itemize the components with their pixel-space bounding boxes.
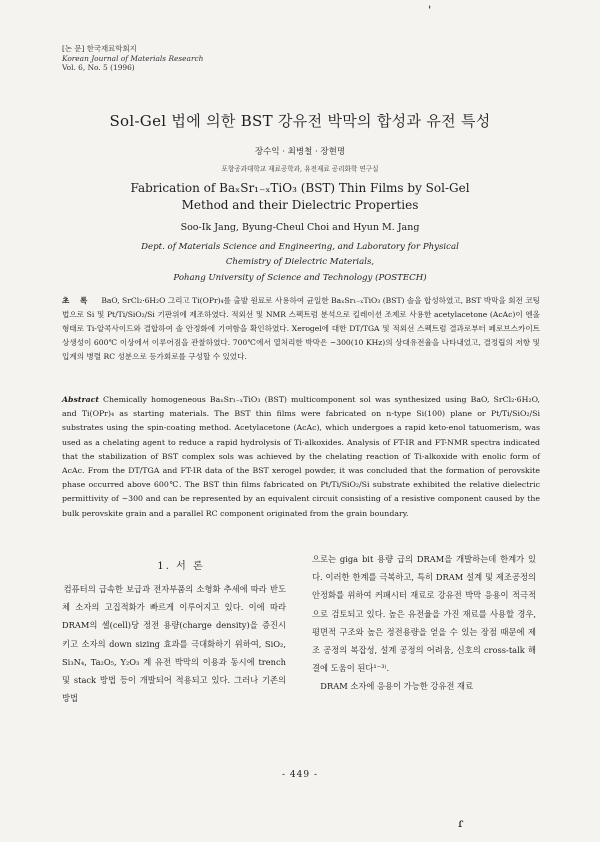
journal-header [62, 44, 203, 73]
abstract-english [62, 393, 540, 521]
abstract-korean-text: BaO, SrCl₂·6H₂O 그리고 Ti(OPr)₄를 출발 원료로 사용하여 균일한 BaₓSr₁₋ₓTiO₃ (BST) 솔을 합성하였고, BST 박막을 회전 코팅 법으로 Si 및 Pt/Ti/SiO₂/Si 기판위에 제조하였다. 적외선 및 NMR 스펙트럼 분석으로 킬레이션 조제로 사용한 acetylacetone (AcAc)이 엔올 형태로 Ti-알콕사이드와 결합하여 솔 안정화에 기여함을 확인하였다. Xerogel에 대한 DT/TGA 및 적외선 스펙트럼 결과로부터 페로브스카이트 상생성이 600℃ 이상에서 이루어짐을 관찰하였다. 700℃에서 열처리한 박막은 ~300(10 KHz)의 상대유전율을 나타내었고, 결정립의 저항 및 입계의 병렬 RC 성분으로 등가회로를 구성할 수 있었다. [62, 296, 540, 362]
affiliation-english [0, 240, 600, 286]
journal-name: Korean Journal of Materials Research [62, 53, 204, 63]
authors-english: Soo-Ik Jang, Byung-Cheul Choi and Hyun M. Jang [180, 222, 420, 233]
affiliation-korean: 포항공과대학교 재료공학과, 유전재료 공리화학 연구실 [221, 165, 379, 173]
affiliation-english-line1: Dept. of Materials Science and Engineering, and Laboratory for Physical [141, 242, 459, 252]
body-right-paragraph-1: 으로는 giga bit 용량 급의 DRAM을 개발하는데 한계가 있다. 이러한 한계를 극복하고, 특히 DRAM 설계 및 제조공정의 안정화를 위하여 커패시터 재료로 강유전 박막 응용이 적극적으로 검토되고 있다. 높은 유전율을 가진 재료를 사용할 경우, 평면적 구조와 높은 정전용량을 얻을 수 있는 장점 때문에 제조 공정의 복잡성, 설계 공정의 어려움, 신호의 cross-talk 해결에 도움이 된다¹⁻³⁾. [312, 554, 536, 674]
scan-mark-bottom: ɾ [458, 816, 464, 830]
affiliation-english-line3: Pohang University of Science and Technology (POSTECH) [173, 272, 427, 283]
abstract-english-text: Chemically homogeneous BaₓSr₁₋ₓTiO₃ (BST) multicomponent sol was synthesized using BaO, SrCl₂·6H₂O, and Ti(OPr)₄ as starting materials. The BST thin films were fabricated on n-type Si(100) plane or Pt/Ti/SiO₂/Si substrates using the spin-coating method. Acetylacetone (AcAc), which undergoes a rapid keto-enol tatuomerism, was used as a chelating agent to reduce a rapid hydrolysis of Ti-alkoxides. Analysis of FT-IR and FT-NMR spectra indicated that the stabilization of BST complex sols was achieved by the chelating reaction of Ti-alkoxide with enolic form of AcAc. From the DT/TGA and FT-IR data of the BST xerogel powder, it was concluded that the formation of perovskite phase occurred above 600℃. The BST thin films fabricated on Pt/Ti/SiO₂/Si substrate exhibited the relative dielectric permittivity of ~300 and can be represented by an equivalent circuit consisting of a resistive component caused by the bulk perovskite grain and a parallel RC component originated from the grain boundary. [62, 395, 540, 518]
journal-volume: Vol. 6, No. 5 (1996) [62, 63, 135, 73]
abstract-english-label: Abstract [62, 395, 100, 404]
body-column-left: 컴퓨터의 급속한 보급과 전자부품의 소형화 추세에 따라 반도체 소자의 고집적화가 빠르게 이루어지고 있다. 이에 따라 DRAM의 셀(cell)당 정전 용량(charge density)을 증진시키고 소자의 down sizing 효과를 극대화하기 위하여, SiO₂, Si₃N₄, Ta₂O₅, Y₂O₃ 계 유전 박막의 이용과 동시에 trench 및 stack 방법 등이 개발되어 적용되고 있다. 그러나 기존의 방법 [62, 584, 286, 704]
journal-section-label: [논 문] 한국재료학회지 [62, 44, 137, 53]
abstract-korean [62, 294, 540, 364]
affiliation-english-line2: Chemistry of Dielectric Materials, [225, 257, 375, 268]
page-number: - 449 - [282, 770, 318, 780]
authors-korean: 장수익 · 최병철 · 장현명 [254, 147, 346, 157]
body-column-right [312, 550, 536, 696]
title-english-line1: Fabrication of BaₓSr₁₋ₓTiO₃ (BST) Thin Films by Sol-Gel [130, 181, 470, 195]
paper-title-english [0, 180, 600, 213]
body-right-paragraph-2: DRAM 소자에 응용이 가능한 강유전 재료 [320, 681, 474, 692]
title-english-line2: Method and their Dielectric Properties [181, 197, 419, 212]
abstract-korean-label: 초 록 [62, 296, 92, 305]
scan-mark-top: ˈ [428, 4, 432, 18]
paper-title-korean: Sol-Gel 법에 의한 BST 강유전 박막의 합성과 유전 특성 [109, 112, 491, 130]
section-heading-introduction: 1. 서 론 [157, 561, 205, 572]
